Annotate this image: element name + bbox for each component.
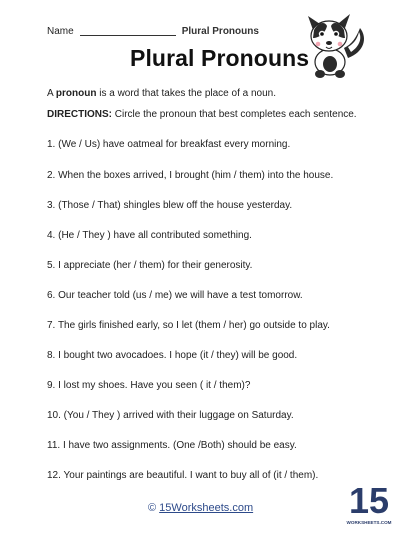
question-4: 4. (He / They ) have all contributed something. <box>47 230 252 241</box>
intro-prefix: A <box>47 88 56 99</box>
logo-text: WORKSHEETS.COM <box>346 520 392 525</box>
directions <box>47 109 357 120</box>
name-row <box>47 26 259 37</box>
directions-label: DIRECTIONS: <box>47 109 112 120</box>
question-3: 3. (Those / That) shingles blew off the house yesterday. <box>47 200 293 211</box>
name-label: Name <box>47 26 74 37</box>
worksheets-logo-icon <box>346 477 392 527</box>
question-12: 12. Your paintings are beautiful. I want to buy all of (it / them). <box>47 470 319 481</box>
header-topic: Plural Pronouns <box>181 26 259 37</box>
copyright-symbol: © <box>148 502 157 514</box>
question-8: 8. I bought two avocadoes. I hope (it / they) will be good. <box>47 350 298 361</box>
intro-rest: is a word that takes the place of a noun. <box>96 88 277 99</box>
question-9: 9. I lost my shoes. Have you seen ( it / them)? <box>47 380 251 391</box>
question-5: 5. I appreciate (her / them) for their generosity. <box>47 260 253 271</box>
footer-site[interactable]: 15Worksheets.com <box>159 502 254 514</box>
intro-text <box>47 88 276 99</box>
name-line[interactable] <box>80 26 176 36</box>
intro-bold-word: pronoun <box>55 88 97 99</box>
question-10: 10. (You / They ) arrived with their luggage on Saturday. <box>47 410 294 421</box>
page-title: Plural Pronouns <box>130 45 310 71</box>
logo-number: 15 <box>348 480 390 521</box>
question-7: 7. The girls finished early, so I let (them / her) go outside to play. <box>47 320 330 331</box>
question-11: 11. I have two assignments. (One /Both) should be easy. <box>47 440 297 451</box>
directions-text: Circle the pronoun that best completes each sentence. <box>112 109 357 120</box>
question-6: 6. Our teacher told (us / me) we will have a test tomorrow. <box>47 290 303 301</box>
question-2: 2. When the boxes arrived, I brought (him / them) into the house. <box>47 170 334 181</box>
question-1: 1. (We / Us) have oatmeal for breakfast every morning. <box>47 139 291 150</box>
footer-link[interactable] <box>148 502 253 514</box>
